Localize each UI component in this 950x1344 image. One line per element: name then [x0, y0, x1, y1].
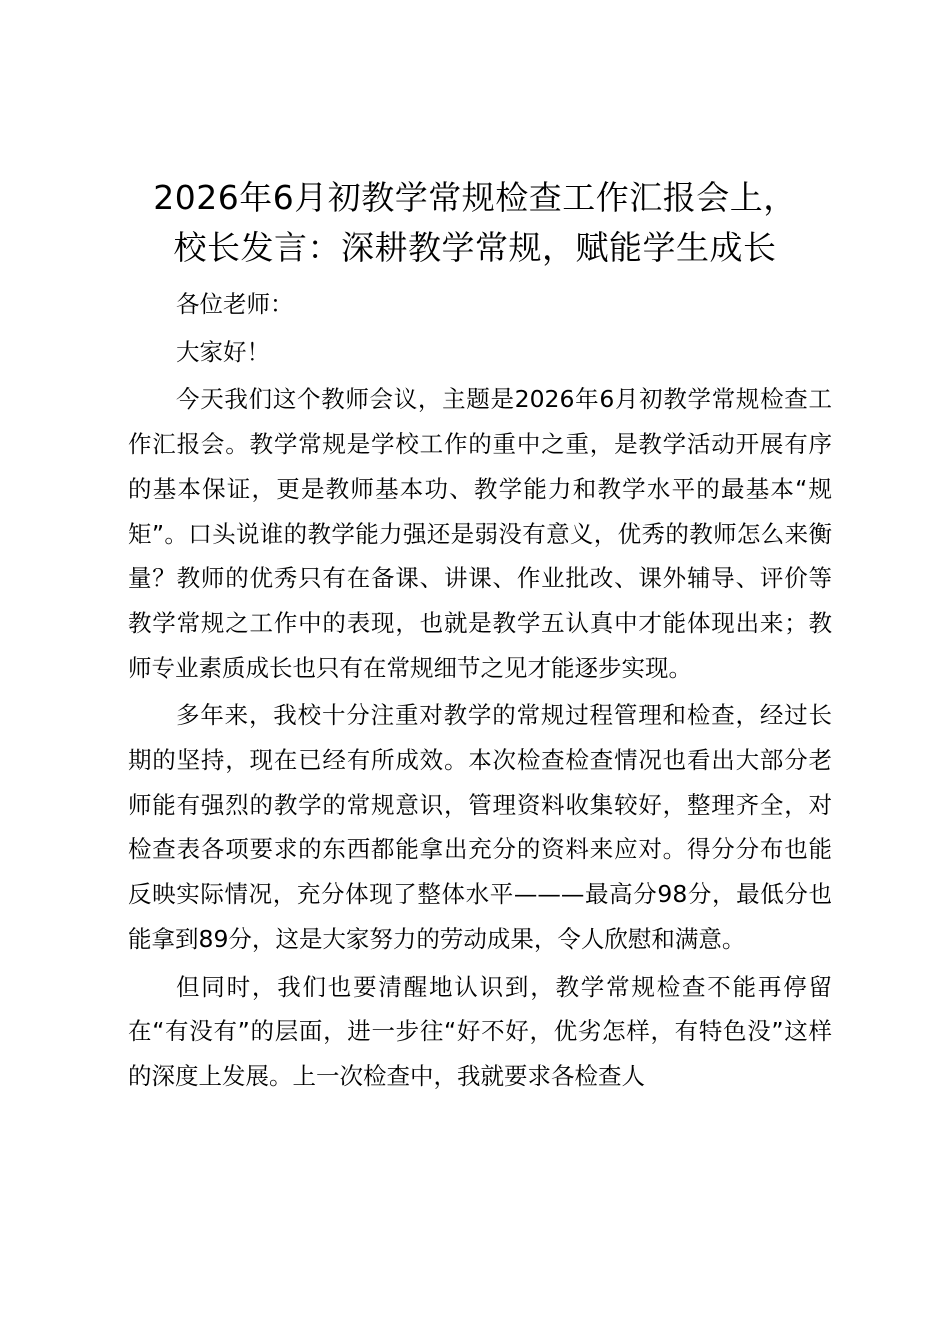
title-line-2: 校长发言：深耕教学常规，赋能学生成长 — [173, 228, 777, 267]
salutation: 各位老师： — [176, 290, 294, 318]
paragraph-outlook: 但同时，我们也要清醒地认识到，教学常规检查不能再停留在“有没有”的层面，进一步往“好不好，优劣怎样，有特色没”这样的深度上发展。上一次检查中，我就要求各检查人 — [128, 972, 832, 1090]
title-line-1: 2026年6月初教学常规检查工作汇报会上， — [153, 178, 797, 217]
paragraph-achievements: 多年来，我校十分注重对教学的常规过程管理和检查，经过长期的坚持，现在已经有所成效。本次检查检查情况也看出大部分老师能有强烈的教学的常规意识，管理资料收集较好，整理齐全，对检查表各项要求的东西都能拿出充分的资料来应对。得分分布也能反映实际情况，充分体现了整体水平———最高分98分，最低分也能拿到89分，这是大家努力的劳动成果，令人欣慰和满意。 — [128, 701, 832, 953]
greeting: 大家好！ — [176, 337, 270, 366]
document-body — [128, 282, 832, 1102]
paragraph-intro: 今天我们这个教师会议，主题是2026年6月初教学常规检查工作汇报会。教学常规是学校工作的重中之重，是教学活动开展有序的基本保证，更是教师基本功、教学能力和教学水平的最基本“规矩”。口头说谁的教学能力强还是弱没有意义，优秀的教师怎么来衡量？教师的优秀只有在备课、讲课、作业批改、课外辅导、评价等教学常规之工作中的表现，也就是教学五认真中才能体现出来；教师专业素质成长也只有在常规细节之见才能逐步实现。 — [128, 385, 832, 682]
document-title — [100, 173, 850, 273]
